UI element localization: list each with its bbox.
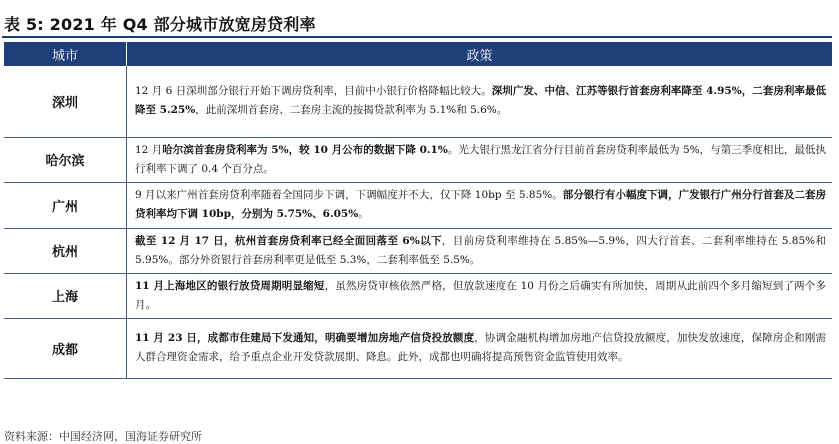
policy-cell [127,318,833,378]
policy-cell [127,137,833,182]
policy-highlight: 截至 12 月 17 日，杭州首套房贷利率已经全面回落至 6%以下 [135,234,442,247]
policy-cell [127,66,833,137]
policy-cell [127,273,833,318]
policy-highlight: 部分银行有小幅度下调，广发银行广州分行首套及二套房贷利率均下调 10bp，分别为 5.75%、6.05% [135,189,826,220]
policy-cell [127,228,833,273]
policy-cell [127,182,833,228]
table-row [4,318,832,378]
title-divider [2,36,832,38]
policy-text: 12 月 6 日深圳部分银行开始下调房贷利率，目前中小银行价格降幅比较大。 [135,85,492,98]
table-row [4,273,832,318]
policy-table [4,42,832,379]
policy-text: 。 [358,208,369,220]
source-note: 资料来源：中国经济网，国海证券研究所 [4,430,202,443]
city-cell: 广州 [4,182,127,228]
table-row [4,66,832,137]
table-body [4,66,832,378]
table-row [4,182,832,228]
policy-highlight: 11 月上海地区的银行放贷周期明显缩短 [135,279,325,292]
policy-highlight: 11 月 23 日，成都市住建局下发通知，明确要增加房地产信贷投放额度 [135,332,475,344]
policy-highlight: 深圳广发、中信、江苏等银行首套房利率降至 4.95%，二套房利率最低降至 5.25% [135,85,826,117]
policy-text: 。光大银行黑龙江省分行目前首套房贷利率最低为 5%，与第三季度相比，最低执行利率下调了 0.4 个百分点。 [135,143,826,175]
city-cell: 杭州 [4,228,127,273]
city-cell: 上海 [4,273,127,318]
policy-text: 12 月 [135,143,163,156]
header-policy: 政策 [127,42,833,66]
policy-text: ，目前房贷利率维持在 5.85%—5.9%，四大行首套、二套利率维持在 5.85%和 5.95%。部分外资银行首套房利率更是低至 5.3%，二套利率低至 5.5%。 [135,234,826,266]
policy-text: ，此前深圳首套房、二套房主流的按揭贷款利率为 5.1%和 5.6%。 [195,104,508,117]
city-cell: 哈尔滨 [4,137,127,182]
city-cell: 成都 [4,318,127,378]
policy-text: 9 月以来广州首套房贷利率随着全国同步下调，下调幅度并不大，仅下降 10bp 至 5.85%。 [135,189,563,201]
table-header-row [4,42,832,66]
table-title: 表 5: 2021 年 Q4 部分城市放宽房贷利率 [4,15,316,34]
city-cell: 深圳 [4,66,127,137]
table-row [4,228,832,273]
policy-text: ，虽然房贷审核依然严格，但放款速度在 10 月份之后确实有所加快，周期从此前四个多月缩短到了两个多月。 [135,279,826,311]
header-city: 城市 [4,42,127,66]
policy-text: ，协调金融机构增加房地产信贷投放额度，加快发放速度，保障房企和刚需人群合理资金需求，给予重点企业开发贷款展期、降息。此外，成都也明确将提高预售资金监管使用效率。 [135,332,826,363]
table-row [4,137,832,182]
policy-highlight: 哈尔滨首套房贷利率为 5%，较 10 月公布的数据下降 0.1% [162,143,448,156]
